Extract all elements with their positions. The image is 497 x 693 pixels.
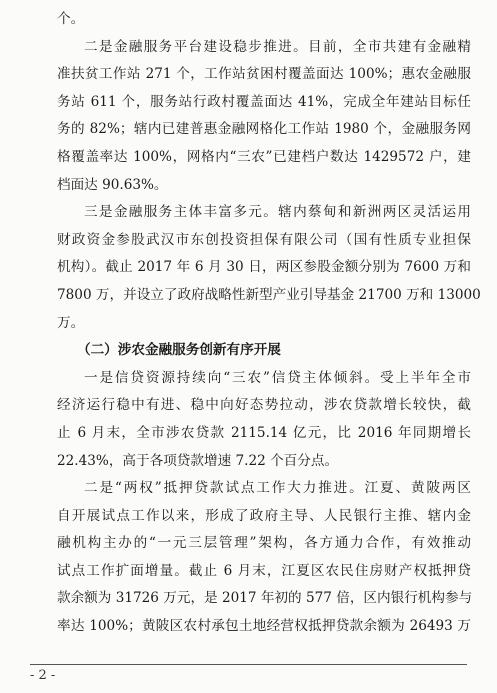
text-line: 止 6 月末，全市涉农贷款 2115.14 亿元，比 2016 年同期增长 xyxy=(57,424,471,441)
text-line: 款余额为 31726 万元，是 2017 年初的 577 倍，区内银行机构参与 xyxy=(57,590,473,607)
text-line: 22.43%，高于各项贷款增速 7.22 个百分点。 xyxy=(57,452,339,469)
text-line: 率达 100%；黄陂区农村承包土地经营权抵押贷款余额为 26493 万 xyxy=(57,618,471,635)
text-line: 财政资金参股武汉市东创投资担保有限公司（国有性质专业担保 xyxy=(57,231,471,248)
text-line: 二是金融服务平台建设稳步推进。目前，全市共建有金融精 xyxy=(84,38,471,55)
document-body xyxy=(57,6,481,641)
text-line: 务站 611 个，服务站行政村覆盖面达 41%，完成全年建站目标任 xyxy=(57,93,471,110)
text-line: 三是金融服务主体丰富多元。辖内蔡甸和新洲两区灵活运用 xyxy=(84,204,471,221)
text-line: 务的 82%；辖内已建普惠金融网格化工作站 1980 个，金融服务网 xyxy=(57,121,471,138)
text-line: 档面达 90.63%。 xyxy=(57,176,168,193)
text-line: 自开展试点工作以来，形成了政府主导、人民银行主推、辖内金 xyxy=(57,507,471,524)
text-line: 经济运行稳中有进、稳中向好态势拉动，涉农贷款增长较快，截 xyxy=(57,397,471,414)
section-heading: （二）涉农金融服务创新有序开展 xyxy=(77,342,281,359)
text-line: 机构）。截止 2017 年 6 月 30 日，两区参股金额分别为 7600 万和 xyxy=(57,259,471,276)
text-line: 一是信贷资源持续向“三农”信贷主体倾斜。受上半年全市 xyxy=(84,369,471,386)
text-line: 格覆盖率达 100%，网格内“三农”已建档户数达 1429572 户，建 xyxy=(57,148,471,165)
text-line: 万。 xyxy=(57,314,85,331)
text-line: 个。 xyxy=(57,11,85,27)
text-line: 融机构主办的“一元三层管理”架构，各方通力合作，有效推动 xyxy=(57,535,471,552)
footer-divider xyxy=(30,664,467,665)
page-number: - 2 - xyxy=(30,668,56,683)
text-line: 试点工作扩面增量。截止 6 月末，江夏区农民住房财产权抵押贷 xyxy=(57,562,471,579)
text-line: 7800 万，并设立了政府战略性新型产业引导基金 21700 万和 13000 xyxy=(57,286,481,303)
text-line: 准扶贫工作站 271 个，工作站贫困村覆盖面达 100%；惠农金融服 xyxy=(57,66,471,83)
text-line: 二是“两权”抵押贷款试点工作大力推进。江夏、黄陂两区 xyxy=(84,480,471,497)
